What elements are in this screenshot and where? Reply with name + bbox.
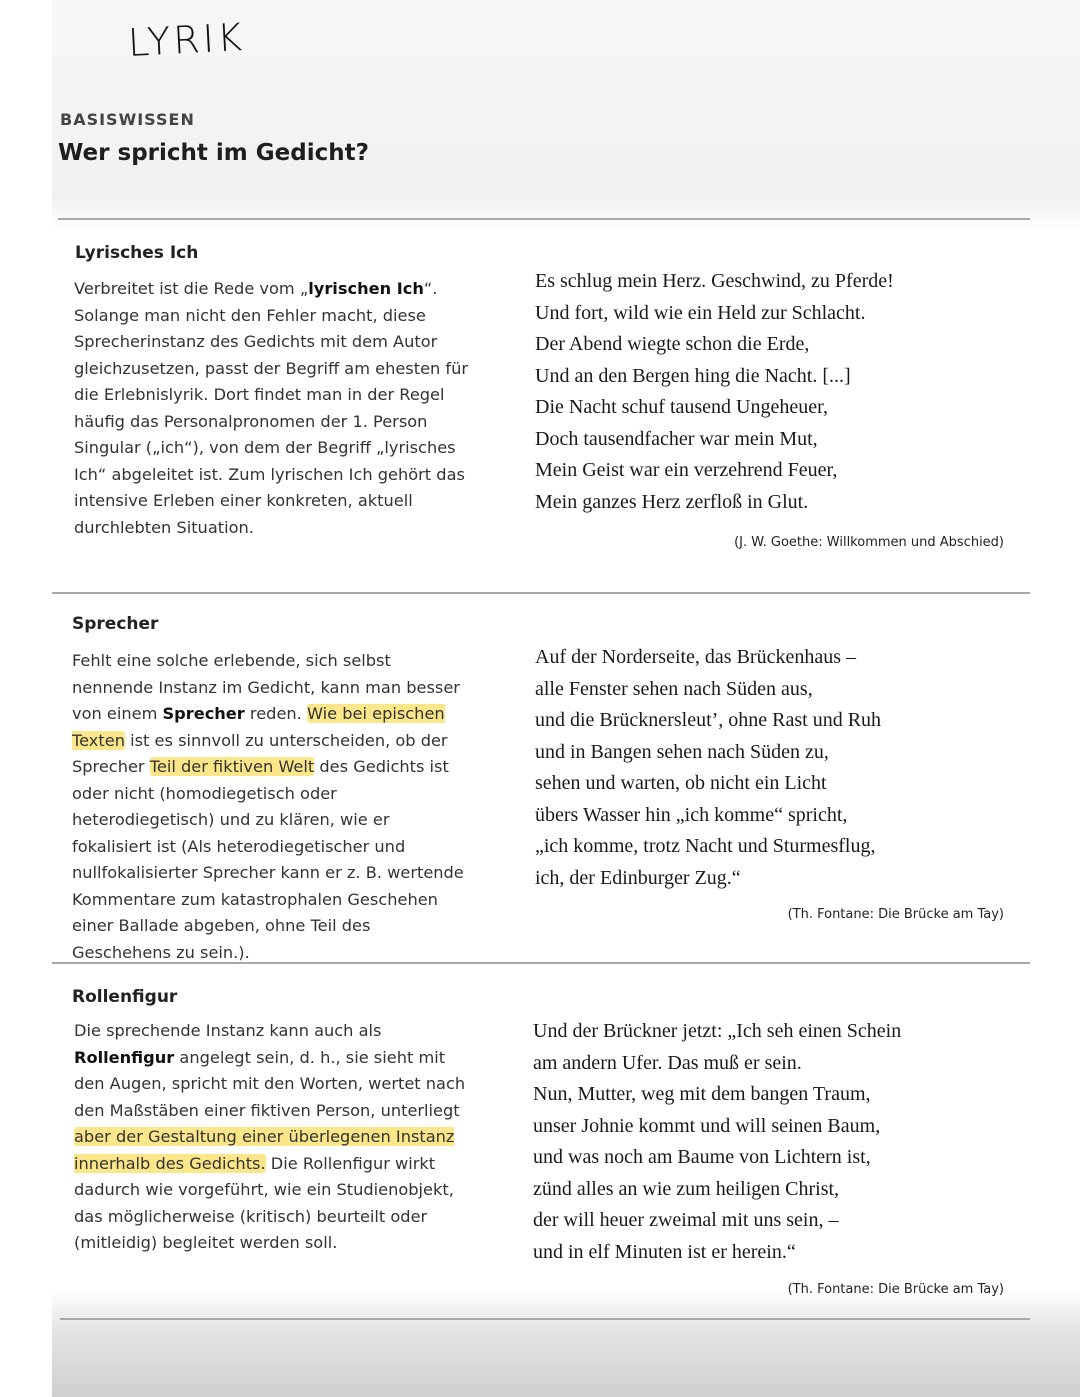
poem-line: und die Brücknersleut’, ohne Rast und Ruh bbox=[535, 709, 882, 731]
poem-line: Mein ganzes Herz zerfloß in Glut. bbox=[535, 490, 809, 513]
poem-line: Die Nacht schuf tausend Ungeheuer, bbox=[535, 396, 828, 418]
section-divider bbox=[52, 592, 1030, 594]
page-title: Wer spricht im Gedicht? bbox=[58, 140, 369, 166]
poem-line: Mein Geist war ein verzehrend Feuer, bbox=[535, 459, 838, 481]
kicker-label: BASISWISSEN bbox=[60, 110, 195, 129]
bottom-rule bbox=[60, 1318, 1030, 1320]
top-rule bbox=[58, 218, 1030, 220]
section-heading: Rollenfigur bbox=[72, 987, 178, 1007]
poem-line: zünd alles an wie zum heiligen Christ, bbox=[533, 1177, 840, 1200]
text-run: “. Solange man nicht den Fehler macht, diese Sprecherinstanz des Gedichts mit dem Autor gleichzusetzen, passt der Begriff am ehesten für die Erlebnislyrik. Dort findet man in der Regel häufig das Personalpronomen der 1. Person Singular („ich“), von dem der Begriff „lyrisches Ich“ abgeleitet ist. Zum lyrischen Ich gehört das intensive Erleben einer konkreten, aktuell durchlebten Situation. bbox=[74, 279, 469, 537]
text-run: Die Rollenfigur wirkt dadurch wie vorgeführt, wie ein Studienobjekt, das möglicherweise (kritisch) beurteilt oder (mitleidig) begleitet werden soll. bbox=[74, 1153, 454, 1252]
poem-line: Und an den Bergen hing die Nacht. [...] bbox=[535, 364, 851, 387]
poem-line: der will heuer zweimal mit uns sein, – bbox=[533, 1209, 839, 1231]
bold-term: Rollenfigur bbox=[74, 1047, 175, 1067]
section-heading: Sprecher bbox=[72, 614, 159, 634]
poem-line: Der Abend wiegte schon die Erde, bbox=[535, 333, 810, 355]
poem-attribution: (J. W. Goethe: Willkommen und Abschied) bbox=[734, 535, 1004, 550]
poem-line: Doch tausendfacher war mein Mut, bbox=[535, 427, 818, 450]
text-run: ist es sinnvoll zu unterscheiden, ob der Sprecher bbox=[72, 730, 448, 776]
text-run: reden. bbox=[244, 704, 307, 723]
bold-term: Sprecher bbox=[162, 704, 245, 723]
poem-line: alle Fenster sehen nach Süden aus, bbox=[535, 677, 813, 700]
poem-line: Und der Brückner jetzt: „Ich seh einen Schein bbox=[533, 1020, 902, 1042]
highlighted-text: Wie bei epischen Texten bbox=[72, 704, 445, 750]
poem-excerpt bbox=[535, 646, 881, 898]
section-divider bbox=[52, 962, 1030, 964]
section-heading: Lyrisches Ich bbox=[75, 243, 199, 263]
poem-line: sehen und warten, ob nicht ein Licht bbox=[535, 772, 827, 794]
text-run: angelegt sein, d. h., sie sieht mit den Augen, spricht mit den Worten, wertet nach den Maßstäben einer fiktiven Person, unterliegt bbox=[74, 1047, 466, 1120]
poem-line: Nun, Mutter, weg mit dem bangen Traum, bbox=[533, 1083, 871, 1105]
poem-line: „ich komme, trotz Nacht und Sturmesflug, bbox=[535, 835, 876, 857]
poem-line: unser Johnie kommt und will seinen Baum, bbox=[533, 1114, 881, 1137]
text-run: des Gedichts ist oder nicht (homodiegetisch oder heterodiegetisch) und zu klären, wie er fokalisiert ist (Als heterodiegetischer und nullfokalisierter Sprecher kann er z. B. wertende Kommentare zum katastrophalen Geschehen einer Ballade abgeben, ohne Teil des Geschehens zu sein.). bbox=[72, 757, 464, 962]
poem-line: am andern Ufer. Das muß er sein. bbox=[533, 1051, 802, 1074]
poem-line: ich, der Edinburger Zug.“ bbox=[535, 866, 741, 889]
handwritten-title: LYRIK bbox=[126, 14, 246, 66]
poem-excerpt bbox=[535, 270, 894, 522]
poem-line: Auf der Norderseite, das Brückenhaus – bbox=[535, 646, 857, 668]
poem-attribution: (Th. Fontane: Die Brücke am Tay) bbox=[787, 1282, 1004, 1297]
section-text bbox=[74, 1018, 474, 1257]
section-text bbox=[74, 276, 474, 541]
text-run: Die sprechende Instanz kann auch als bbox=[74, 1021, 382, 1040]
poem-line: Es schlug mein Herz. Geschwind, zu Pferde! bbox=[535, 270, 894, 292]
text-run: Fehlt eine solche erlebende, sich selbst nennende Instanz im Gedicht, kann man besser von einem bbox=[72, 651, 460, 723]
section-text bbox=[72, 648, 472, 966]
poem-line: und in Bangen sehen nach Süden zu, bbox=[535, 740, 829, 763]
bold-term: lyrischen Ich bbox=[308, 279, 424, 298]
poem-line: und in elf Minuten ist er herein.“ bbox=[533, 1240, 796, 1263]
highlighted-text: aber der Gestaltung einer überlegenen Instanz innerhalb des Gedichts. bbox=[74, 1127, 455, 1173]
poem-attribution: (Th. Fontane: Die Brücke am Tay) bbox=[787, 907, 1004, 922]
poem-excerpt bbox=[533, 1020, 901, 1272]
poem-line: und was noch am Baume von Lichtern ist, bbox=[533, 1146, 871, 1168]
text-run: Verbreitet ist die Rede vom „ bbox=[74, 279, 309, 298]
highlighted-text: Teil der fiktiven Welt bbox=[149, 757, 315, 776]
poem-line: Und fort, wild wie ein Held zur Schlacht. bbox=[535, 301, 866, 324]
page-margin bbox=[0, 0, 52, 1397]
poem-line: übers Wasser hin „ich komme“ spricht, bbox=[535, 803, 848, 826]
